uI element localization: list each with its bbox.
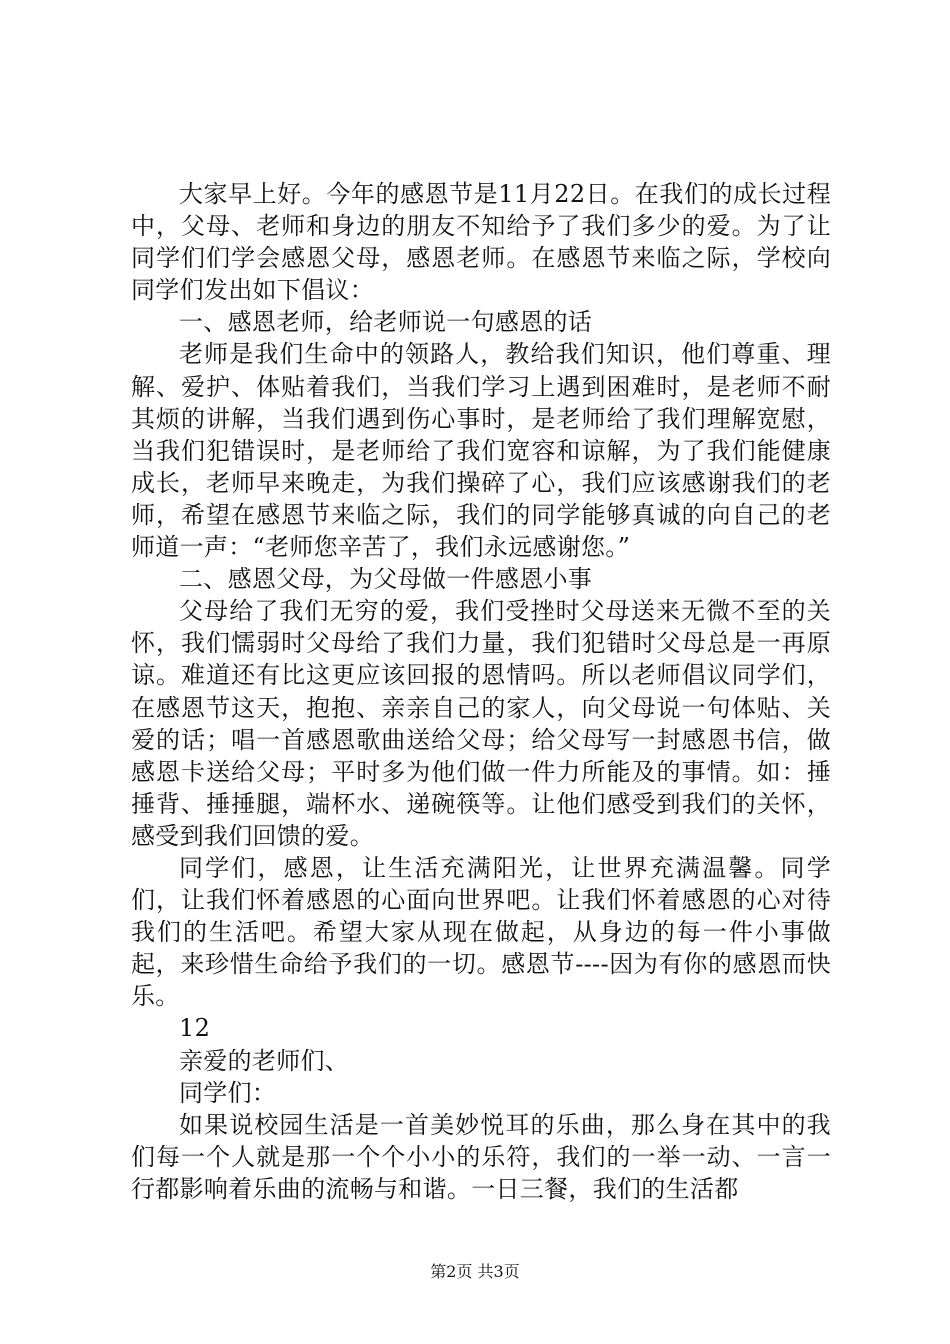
page-number-label: 第2页 共3页 [430, 1262, 520, 1281]
paragraph-teachers: 老师是我们生命中的领路人，教给我们知识，他们尊重、理解、爱护、体贴着我们，当我们学习上遇到困难时，是老师不耐其烦的讲解，当我们遇到伤心事时，是老师给了我们理解宽慰，当我们犯错误时，是老师给了我们宽容和谅解，为了我们能健康成长，老师早来晚走，为我们操碎了心，我们应该感谢我们的老师，希望在感恩节来临之际，我们的同学能够真诚的向自己的老师道一声：“老师您辛苦了，我们永远感谢您。” [131, 340, 831, 562]
paragraph-parents: 父母给了我们无穷的爱，我们受挫时父母送来无微不至的关怀，我们懦弱时父母给了我们力量，我们犯错时父母总是一再原谅。难道还有比这更应该回报的恩情吗。所以老师倡议同学们，在感恩节这天，抱抱、亲亲自己的家人，向父母说一句体贴、关爱的话；唱一首感恩歌曲送给父母；给父母写一封感恩书信，做感恩卡送给父母；平时多为他们做一件力所能及的事情。如：捶捶背、捶捶腿，端杯水、递碗筷等。让他们感受到我们的关怀，感受到我们回馈的爱。 [131, 597, 831, 850]
paragraph-greeting: 大家早上好。今年的感恩节是11月22日。在我们的成长过程中，父母、老师和身边的朋友不知给予了我们多少的爱。为了让同学们们学会感恩父母，感恩老师。在感恩节来临之际，学校向同学们发出如下倡议： [131, 180, 831, 305]
paragraph-conclusion: 同学们，感恩，让生活充满阳光，让世界充满温馨。同学们，让我们怀着感恩的心面向世界吧。让我们怀着感恩的心对待我们的生活吧。希望大家从现在做起，从身边的每一件小事做起，来珍惜生命给予我们的一切。感恩节----因为有你的感恩而快乐。 [131, 853, 831, 1011]
section-number: 12 [179, 1014, 211, 1043]
salutation-students: 同学们： [179, 1078, 277, 1107]
heading-thank-teachers: 一、感恩老师，给老师说一句感恩的话 [179, 308, 593, 337]
document-body [131, 178, 831, 1205]
salutation-teachers: 亲爱的老师们、 [179, 1046, 350, 1075]
paragraph-campus-life: 如果说校园生活是一首美妙悦耳的乐曲，那么身在其中的我们每一个人就是那一个个小小的乐符，我们的一举一动、一言一行都影响着乐曲的流畅与和谐。一日三餐，我们的生活都 [131, 1110, 831, 1203]
page-footer [0, 1262, 950, 1282]
heading-thank-parents: 二、感恩父母，为父母做一件感恩小事 [179, 565, 593, 594]
